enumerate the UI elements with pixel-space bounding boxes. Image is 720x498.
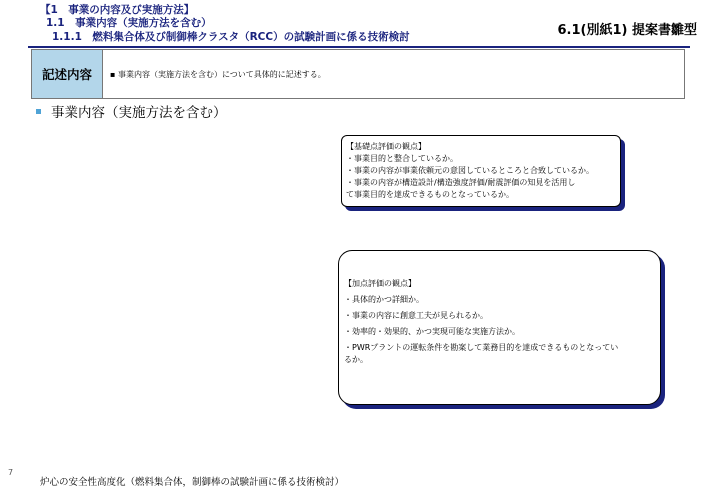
callout-line: ・事業の内容が事業依頼元の意図しているところと合致しているか。: [346, 166, 594, 175]
callout-line: て事業目的を達成できるものとなっているか。: [346, 190, 514, 199]
header-subsection: 1.1.1 燃料集合体及び制御棒クラスタ（RCC）の試験計画に係る技術検討: [52, 31, 410, 43]
header-divider: [28, 46, 690, 48]
callout-line: るか。: [344, 355, 368, 364]
callout-line: ・効率的・効果的、かつ実現可能な実施方法か。: [344, 327, 520, 336]
description-label: 記述内容: [32, 50, 103, 98]
callout-line: 【加点評価の観点】: [344, 279, 416, 288]
section-heading: [36, 101, 227, 121]
bonus-evaluation-callout: [338, 250, 661, 405]
callout-line: ・事業の内容に創意工夫が見られるか。: [344, 311, 488, 320]
basic-evaluation-callout: [341, 135, 621, 207]
header-chapter: 【1 事業の内容及び実施方法】: [40, 4, 195, 16]
callout-line: ・具体的かつ詳細か。: [344, 295, 424, 304]
document-title: 6.1(別紙1) 提案書雛型: [557, 23, 697, 38]
square-bullet-icon: [36, 109, 41, 114]
description-box: [31, 49, 685, 99]
callout-line: 【基礎点評価の観点】: [346, 142, 426, 151]
description-text: ▪ 事業内容（実施方法を含む）について具体的に記述する。: [110, 69, 326, 79]
section-heading-text: 事業内容（実施方法を含む）: [51, 105, 227, 121]
callout-line: ・事業の内容が構造設計/構造強度評価/耐震評価の知見を活用し: [346, 178, 576, 187]
footer-text: 炉心の安全性高度化（燃料集合体，制御棒の試験計画に係る技術検討）: [40, 477, 345, 488]
callout-line: ・事業目的と整合しているか。: [346, 154, 458, 163]
page-number: 7: [8, 468, 14, 477]
callout-line: ・PWRプラントの運転条件を勘案して業務目的を達成できるものとなってい: [344, 343, 619, 352]
header-section: 1.1 事業内容（実施方法を含む）: [46, 17, 212, 29]
